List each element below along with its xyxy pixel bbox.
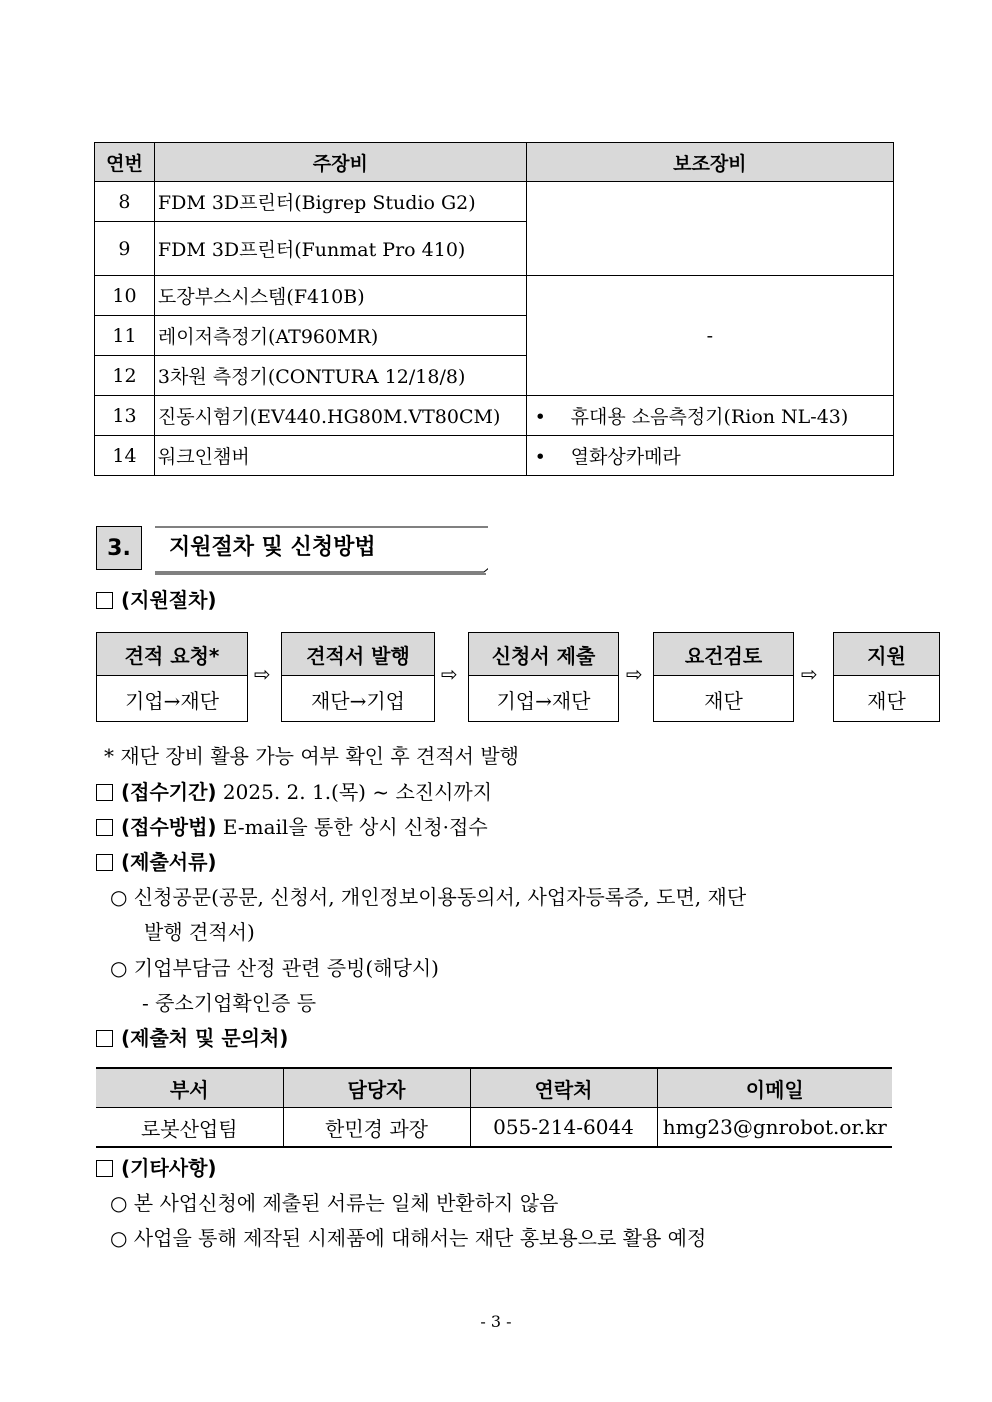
row-sub — [526, 396, 893, 436]
cell-department: 로봇산업팀 — [96, 1108, 283, 1148]
checkbox-square-icon — [96, 1160, 113, 1177]
checkbox-square-icon — [96, 1030, 113, 1047]
table-row — [95, 436, 894, 476]
row-no: 11 — [95, 316, 155, 356]
row-main: FDM 3D프린터(Bigrep Studio G2) — [154, 182, 526, 222]
documents-heading: (제출서류) — [96, 846, 217, 875]
procedure-heading: (지원절차) — [96, 584, 217, 613]
flow-step-application — [468, 632, 619, 722]
flow-step-quote-request — [96, 632, 248, 722]
sub-equipment-label: 휴대용 소음측정기(Rion NL-43) — [570, 406, 849, 428]
header-phone: 연락처 — [470, 1068, 657, 1108]
header-no: 연번 — [95, 143, 155, 182]
documents-item-2: ○ 기업부담금 산정 관련 증빙(해당시) — [110, 956, 439, 980]
row-sub — [526, 436, 893, 476]
row-main: FDM 3D프린터(Funmat Pro 410) — [154, 222, 526, 276]
others-item-1: ○ 본 사업신청에 제출된 서류는 일체 반환하지 않음 — [110, 1191, 559, 1215]
right-arrow-icon: ⇨ — [254, 662, 271, 686]
bullet-icon: • — [534, 446, 546, 468]
others-heading: (기타사항) — [96, 1152, 217, 1181]
row-no: 12 — [95, 356, 155, 396]
flow-step-title: 요건검토 — [654, 633, 793, 676]
documents-item-1: ○ 신청공문(공문, 신청서, 개인정보이용동의서, 사업자등록증, 도면, 재단 — [110, 885, 747, 909]
table-row — [95, 182, 894, 222]
row-sub-empty — [526, 182, 893, 276]
row-no: 14 — [95, 436, 155, 476]
checkbox-square-icon — [96, 819, 113, 836]
row-no: 8 — [95, 182, 155, 222]
row-no: 9 — [95, 222, 155, 276]
row-main: 레이저측정기(AT960MR) — [154, 316, 526, 356]
flow-step-actor: 기업→재단 — [496, 688, 591, 713]
row-main: 워크인챔버 — [154, 436, 526, 476]
flow-step-quote-issue — [281, 632, 435, 722]
header-department: 부서 — [96, 1068, 283, 1108]
row-main: 도장부스시스템(F410B) — [154, 276, 526, 316]
others-item-2: ○ 사업을 통해 제작된 시제품에 대해서는 재단 홍보용으로 활용 예정 — [110, 1226, 707, 1250]
flow-step-actor: 재단 — [867, 688, 906, 713]
header-sub: 보조장비 — [526, 143, 893, 182]
table-header-row — [95, 143, 894, 182]
flow-step-review — [653, 632, 794, 722]
contact-heading: (제출처 및 문의처) — [96, 1022, 288, 1051]
flow-step-title: 지원 — [834, 633, 939, 676]
contact-header-row — [96, 1068, 892, 1108]
table-row — [96, 1108, 892, 1148]
bullet-icon: • — [534, 406, 546, 428]
right-arrow-icon: ⇨ — [441, 662, 458, 686]
page-number: - 3 - — [480, 1312, 512, 1331]
header-email: 이메일 — [657, 1068, 892, 1108]
documents-item-2-sub: - 중소기업확인증 등 — [142, 991, 317, 1015]
cell-email: hmg23@gnrobot.or.kr — [657, 1108, 892, 1148]
reception-period: (접수기간) 2025. 2. 1.(목) ~ 소진시까지 — [96, 776, 492, 805]
contact-table — [96, 1067, 892, 1148]
flow-step-actor: 기업→재단 — [124, 688, 220, 713]
flow-step-title: 견적서 발행 — [282, 633, 434, 676]
header-main: 주장비 — [154, 143, 526, 182]
flow-note: * 재단 장비 활용 가능 여부 확인 후 견적서 발행 — [104, 744, 519, 768]
flow-step-actor: 재단 — [704, 688, 743, 713]
row-main: 3차원 측정기(CONTURA 12/18/8) — [154, 356, 526, 396]
table-row — [95, 396, 894, 436]
section-number: 3. — [96, 526, 142, 570]
cell-manager: 한민경 과장 — [283, 1108, 470, 1148]
equipment-table — [94, 142, 894, 476]
right-arrow-icon: ⇨ — [801, 662, 818, 686]
header-manager: 담당자 — [283, 1068, 470, 1108]
cell-phone: 055-214-6044 — [470, 1108, 657, 1148]
flow-step-support — [833, 632, 940, 722]
checkbox-square-icon — [96, 854, 113, 871]
reception-method: (접수방법) E-mail을 통한 상시 신청·접수 — [96, 811, 488, 840]
right-arrow-icon: ⇨ — [626, 662, 643, 686]
section-heading: 지원절차 및 신청방법 — [169, 535, 376, 560]
row-main: 진동시험기(EV440.HG80M.VT80CM) — [154, 396, 526, 436]
checkbox-square-icon — [96, 784, 113, 801]
flow-step-actor: 재단→기업 — [310, 688, 406, 713]
row-no: 10 — [95, 276, 155, 316]
table-row — [95, 276, 894, 316]
sub-equipment-label: 열화상카메라 — [570, 446, 681, 468]
documents-item-1-cont: 발행 견적서) — [144, 920, 255, 944]
flow-step-title: 신청서 제출 — [469, 633, 618, 676]
checkbox-square-icon — [96, 592, 113, 609]
row-sub-dash: - — [526, 276, 893, 396]
flow-step-title: 견적 요청* — [97, 633, 247, 676]
row-no: 13 — [95, 396, 155, 436]
